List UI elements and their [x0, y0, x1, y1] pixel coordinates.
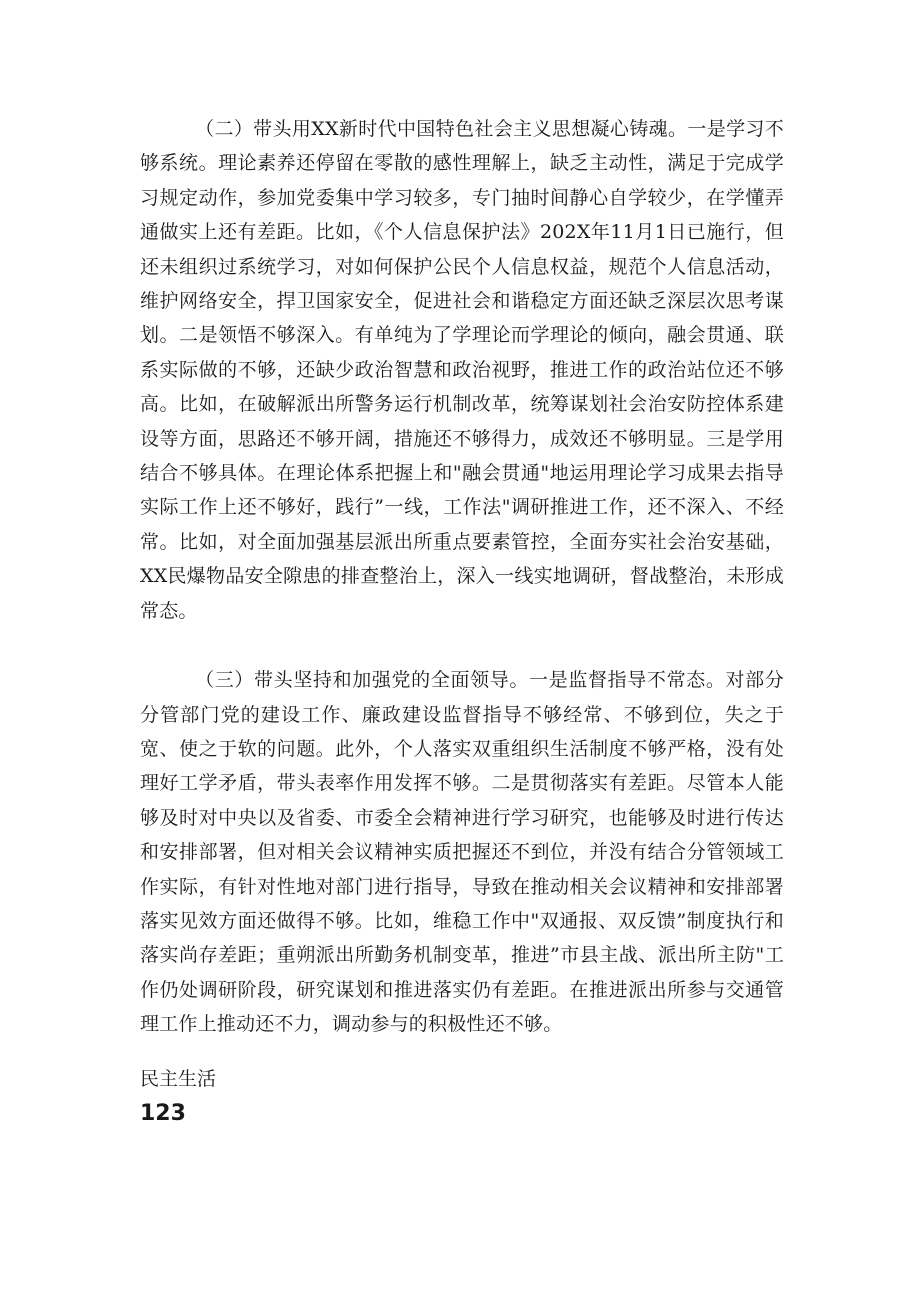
footer-label: 民主生活 — [140, 1068, 217, 1090]
footer-number: 123 — [140, 1101, 186, 1126]
paragraph-section-three: （三）带头坚持和加强党的全面领导。一是监督指导不常态。对部分分管部门党的建设工作、廉政建设监督指导不够经常、不够到位，失之于宽、使之于软的问题。此外，个人落实双重组织生活制度不够严格，没有处理好工学矛盾，带头表率作用发挥不够。二是贯彻落实有差距。尽管本人能够及时对中央以及省委、市委全会精神进行学习研究，也能够及时进行传达和安排部署，但对相关会议精神实质把握还不到位，并没有结合分管领域工作实际，有针对性地对部门进行指导，导致在推动相关会议精神和安排部署落实见效方面还做得不够。比如，维稳工作中"双通报、双反馈”制度执行和落实尚存差距；重朔派出所勤务机制变革，推进”市县主战、派出所主防"工作仍处调研阶段，研究谋划和推进落实仍有差距。在推进派出所参与交通管理工作上推动还不力，调动参与的积极性还不够。 — [140, 669, 784, 1036]
document-body — [140, 112, 784, 1042]
paragraph-section-two: （二）带头用XX新时代中国特色社会主义思想凝心铸魂。一是学习不够系统。理论素养还停留在零散的感性理解上，缺乏主动性，满足于完成学习规定动作，参加党委集中学习较多，专门抽时间静心自学较少，在学懂弄通做实上还有差距。比如，《个人信息保护法》202X年11月1日已施行，但还未组织过系统学习，对如何保护公民个人信息权益，规范个人信息活动，维护网络安全，捍卫国家安全，促进社会和谐稳定方面还缺乏深层次思考谋划。二是领悟不够深入。有单纯为了学理论而学理论的倾向，融会贯通、联系实际做的不够，还缺少政治智慧和政治视野，推进工作的政治站位还不够高。比如，在破解派出所警务运行机制改革，统筹谋划社会治安防控体系建设等方面，思路还不够开阔，措施还不够得力，成效还不够明显。三是学用结合不够具体。在理论体系把握上和"融会贯通"地运用理论学习成果去指导实际工作上还不够好，践行”一线，工作法"调研推进工作，还不深入、不经常。比如，对全面加强基层派出所重点要素管控，全面夯实社会治安基础，XX民爆物品安全隙患的排查整治上，深入一线实地调研，督战整治，未形成常态。 — [140, 118, 784, 622]
